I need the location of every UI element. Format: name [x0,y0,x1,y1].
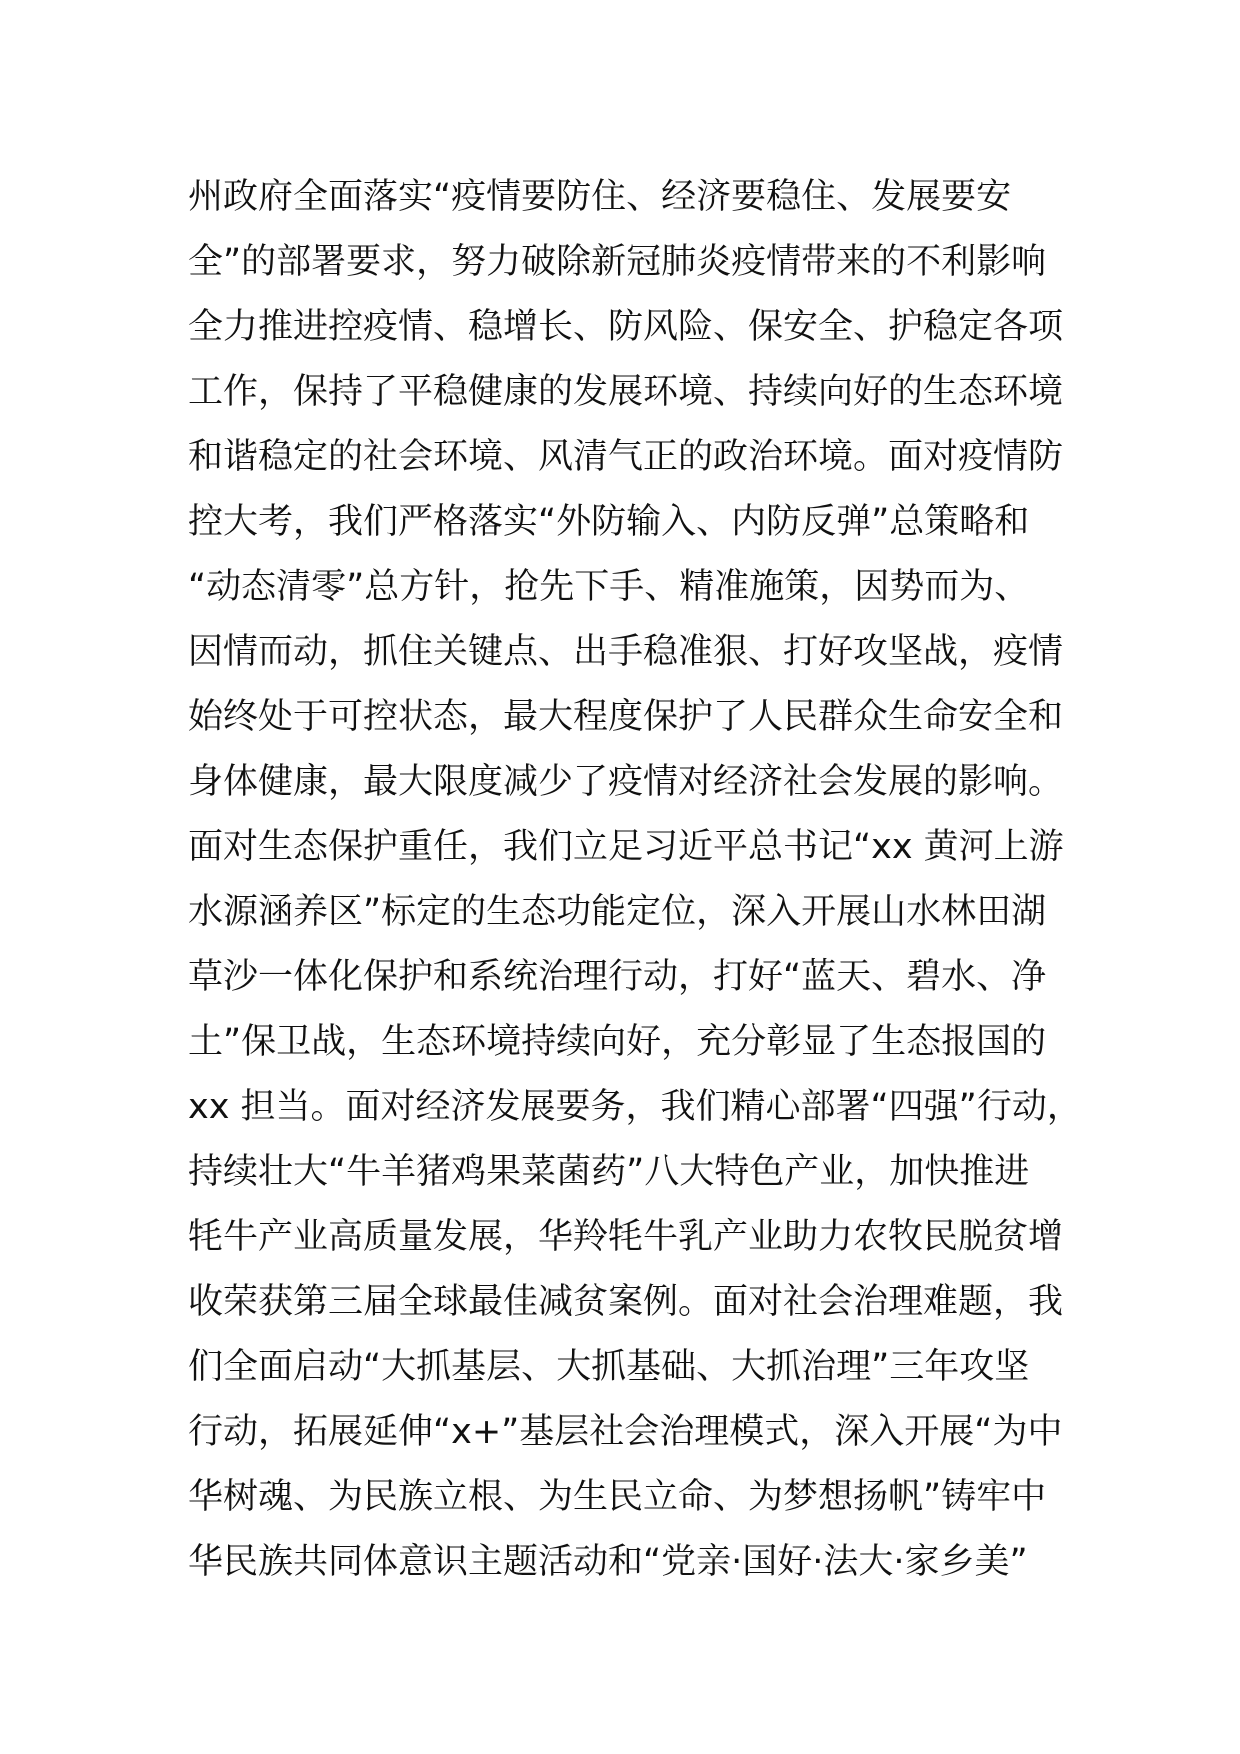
text-line: 牦牛产业高质量发展，华羚牦牛乳产业助力农牧民脱贫增 [188,1217,1064,1257]
text-line: 因情而动，抓住关键点、出手稳准狠、打好攻坚战，疫情 [188,632,1064,672]
text-line: 始终处于可控状态，最大程度保护了人民群众生命安全和 [188,697,1064,737]
text-line: 和谐稳定的社会环境、风清气正的政治环境。面对疫情防 [188,437,1064,477]
text-line: 收荣获第三届全球最佳减贫案例。面对社会治理难题，我 [188,1282,1064,1322]
text-line: 全力推进控疫情、稳增长、防风险、保安全、护稳定各项 [188,307,1064,347]
text-line: 持续壮大“牛羊猪鸡果菜菌药”八大特色产业，加快推进 [188,1152,1030,1192]
text-line: 行动，拓展延伸“x+”基层社会治理模式，深入开展“为中 [188,1412,1063,1452]
body-text [188,165,1088,1595]
text-line: 华民族共同体意识主题活动和“党亲·国好·法大·家乡美” [188,1542,1028,1582]
text-line: 草沙一体化保护和系统治理行动，打好“蓝天、碧水、净 [188,957,1047,997]
text-line: 们全面启动“大抓基层、大抓基础、大抓治理”三年攻坚 [188,1347,1030,1387]
text-line: 土”保卫战，生态环境持续向好，充分彰显了生态报国的 [188,1022,1047,1062]
text-line: 水源涵养区”标定的生态功能定位，深入开展山水林田湖 [188,892,1047,932]
text-line: “动态清零”总方针，抢先下手、精准施策，因势而为、 [188,567,1030,607]
text-line: 控大考，我们严格落实“外防输入、内防反弹”总策略和 [188,502,1030,542]
text-line: 华树魂、为民族立根、为生民立命、为梦想扬帆”铸牢中 [188,1477,1047,1517]
text-line: 身体健康，最大限度减少了疫情对经济社会发展的影响。 [188,762,1064,802]
text-line: xx 担当。面对经济发展要务，我们精心部署“四强”行动， [188,1087,1082,1127]
text-line: 州政府全面落实“疫情要防住、经济要稳住、发展要安 [188,177,1012,217]
text-line: 面对生态保护重任，我们立足习近平总书记“xx 黄河上游 [188,827,1064,867]
text-line: 工作，保持了平稳健康的发展环境、持续向好的生态环境 [188,372,1064,412]
text-line: 全”的部署要求，努力破除新冠肺炎疫情带来的不利影响 [188,242,1047,282]
